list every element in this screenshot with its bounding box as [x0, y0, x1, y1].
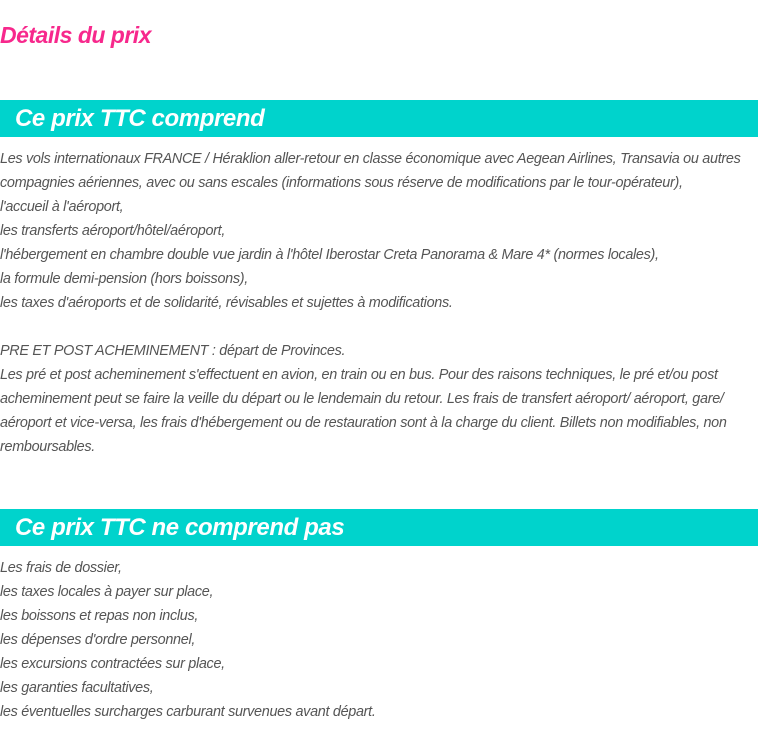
excluded-item: les taxes locales à payer sur place,	[0, 584, 214, 600]
transfer-note	[0, 339, 758, 459]
excluded-item: les excursions contractées sur place,	[0, 656, 225, 672]
excluded-list	[0, 556, 758, 724]
included-item: la formule demi-pension (hors boissons),	[0, 271, 248, 287]
excluded-item: Les frais de dossier,	[0, 560, 122, 576]
included-item: l'accueil à l'aéroport,	[0, 199, 124, 215]
transfer-note-body: Les pré et post acheminement s'effectuent en avion, en train ou en bus. Pour des raisons techniques, le pré et/ou post acheminement peut se faire la veille du départ ou le lendemain du retour. Les frais de transfert aéroport/ aéroport, gare/ aéroport et vice-versa, les frais d'hébergement ou de restauration sont à la charge du client. Billets non modifiables, non remboursables.	[0, 367, 727, 455]
excluded-item: les boissons et repas non inclus,	[0, 608, 199, 624]
included-item: les transferts aéroport/hôtel/aéroport,	[0, 223, 226, 239]
page-title: Détails du prix	[0, 22, 151, 48]
included-section-header	[0, 100, 758, 137]
included-item: l'hébergement en chambre double vue jardin à l'hôtel Iberostar Creta Panorama & Mare 4* (normes locales),	[0, 247, 659, 263]
included-item: Les vols internationaux FRANCE / Héraklion aller-retour en classe économique avec Aegean Airlines, Transavia ou autres compagnies aériennes, avec ou sans escales (informations sous réserve de modifications par le tour-opérateur),	[0, 151, 741, 191]
included-list	[0, 147, 758, 315]
excluded-item: les dépenses d'ordre personnel,	[0, 632, 196, 648]
transfer-note-title: PRE ET POST ACHEMINEMENT : départ de Provinces.	[0, 343, 346, 359]
excluded-item: les éventuelles surcharges carburant survenues avant départ.	[0, 704, 376, 720]
included-heading: Ce prix TTC comprend	[15, 105, 265, 132]
excluded-heading: Ce prix TTC ne comprend pas	[15, 514, 345, 541]
excluded-section-header	[0, 509, 758, 546]
included-item: les taxes d'aéroports et de solidarité, révisables et sujettes à modifications.	[0, 295, 453, 311]
excluded-item: les garanties facultatives,	[0, 680, 154, 696]
